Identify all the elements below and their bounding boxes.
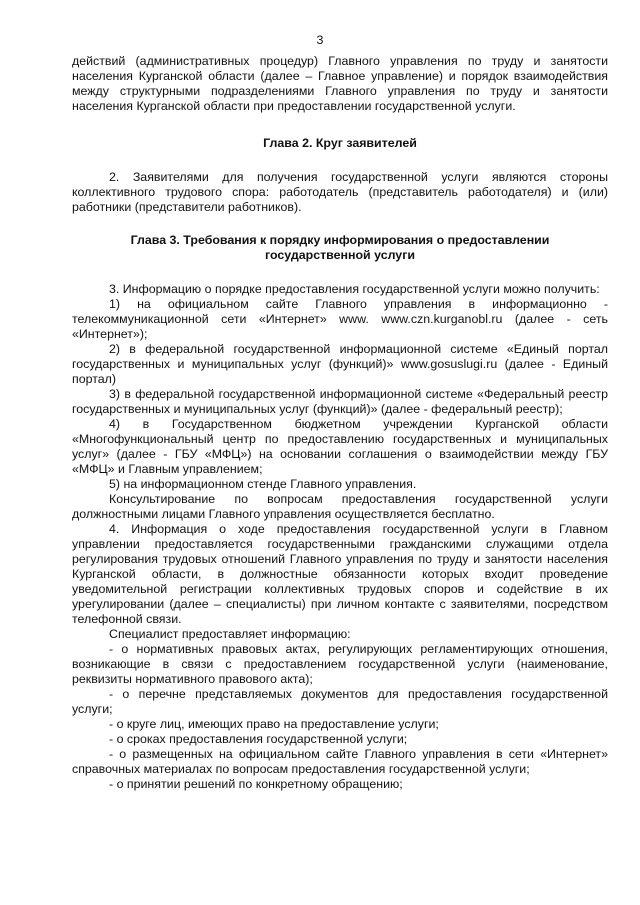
info-item-eligible-persons: - о круге лиц, имеющих право на предоставление услуги; bbox=[109, 717, 439, 731]
chapter-3-title bbox=[72, 233, 608, 263]
chapter-3-title-line-1: Глава 3. Требования к порядку информирования о предоставлении bbox=[130, 233, 550, 247]
list-item-5: 5) на информационном стенде Главного управления. bbox=[109, 477, 417, 491]
page-number: 3 bbox=[316, 33, 324, 47]
consultation-paragraph: Консультирование по вопросам предоставления государственной услуги должностными лицами Главного управления осуществляется бесплатно. bbox=[72, 492, 608, 521]
info-item-decisions: - о принятии решений по конкретному обращению; bbox=[109, 777, 403, 791]
info-item-terms: - о сроках предоставления государственной услуги; bbox=[109, 732, 408, 746]
chapter-2-title: Глава 2. Круг заявителей bbox=[263, 136, 417, 150]
list-item-3: 3) в федеральной государственной информационной системе «Федеральный реестр государственных и муниципальных услуг (функций)» (далее - федеральный реестр); bbox=[72, 387, 608, 416]
intro-paragraph: действий (административных процедур) Главного управления по труду и занятости населения Курганской области (далее – Главное управление) и порядок взаимодействия между структурными подразделениями Главного управления по труду и занятости населения Курганской области при предоставлении государственной услуги. bbox=[72, 54, 608, 113]
list-item-1: 1) на официальном сайте Главного управления в информационно - телекоммуникационной сети «Интернет» www. www.czn.kurganobl.ru (далее - сеть «Интернет»); bbox=[72, 297, 608, 341]
list-item-2: 2) в федеральной государственной информационной системе «Единый портал государственных и муниципальных услуг (функций)» www.gosuslugi.ru (далее - Единый портал) bbox=[72, 342, 608, 386]
list-item-4: 4) в Государственном бюджетном учреждении Курганской области «Многофункциональный центр по предоставлению государственных и муниципальных услуг» (далее - ГБУ «МФЦ») на основании соглашения о взаимодействии между ГБУ «МФЦ» и Главным управлением; bbox=[72, 417, 608, 476]
chapter-2-paragraph: 2. Заявителями для получения государственной услуги являются стороны коллективного трудового спора: работодатель (представитель работодателя) и (или) работники (представители работников). bbox=[72, 170, 608, 214]
document-body bbox=[72, 54, 608, 792]
info-item-reference-materials: - о размещенных на официальном сайте Главного управления в сети «Интернет» справочных материалах по вопросам предоставления государственной услуги; bbox=[72, 747, 608, 776]
chapter-3-title-line-2: государственной услуги bbox=[265, 248, 415, 262]
info-item-documents: - о перечне представляемых документов для предоставления государственной услуги; bbox=[72, 687, 608, 716]
paragraph-4: 4. Информация о ходе предоставления государственной услуги в Главном управлении предоставляется государственными гражданскими служащими отдела регулирования трудовых отношений Главного управления по труду и занятости населения Курганской области, в должностные обязанности которых входит проведение уведомительной регистрации коллективных трудовых споров и содействие в их урегулировании (далее – специалисты) при личном контакте с заявителями, посредством телефонной связи. bbox=[72, 522, 608, 626]
specialist-info-lead: Специалист предоставляет информацию: bbox=[109, 627, 351, 641]
info-item-legal-acts: - о нормативных правовых актах, регулирующих регламентирующих отношения, возникающие в связи с предоставлением государственной услуги (наименование, реквизиты нормативного правового акта); bbox=[72, 642, 608, 686]
paragraph-3: 3. Информацию о порядке предоставления государственной услуги можно получить: bbox=[109, 282, 600, 296]
